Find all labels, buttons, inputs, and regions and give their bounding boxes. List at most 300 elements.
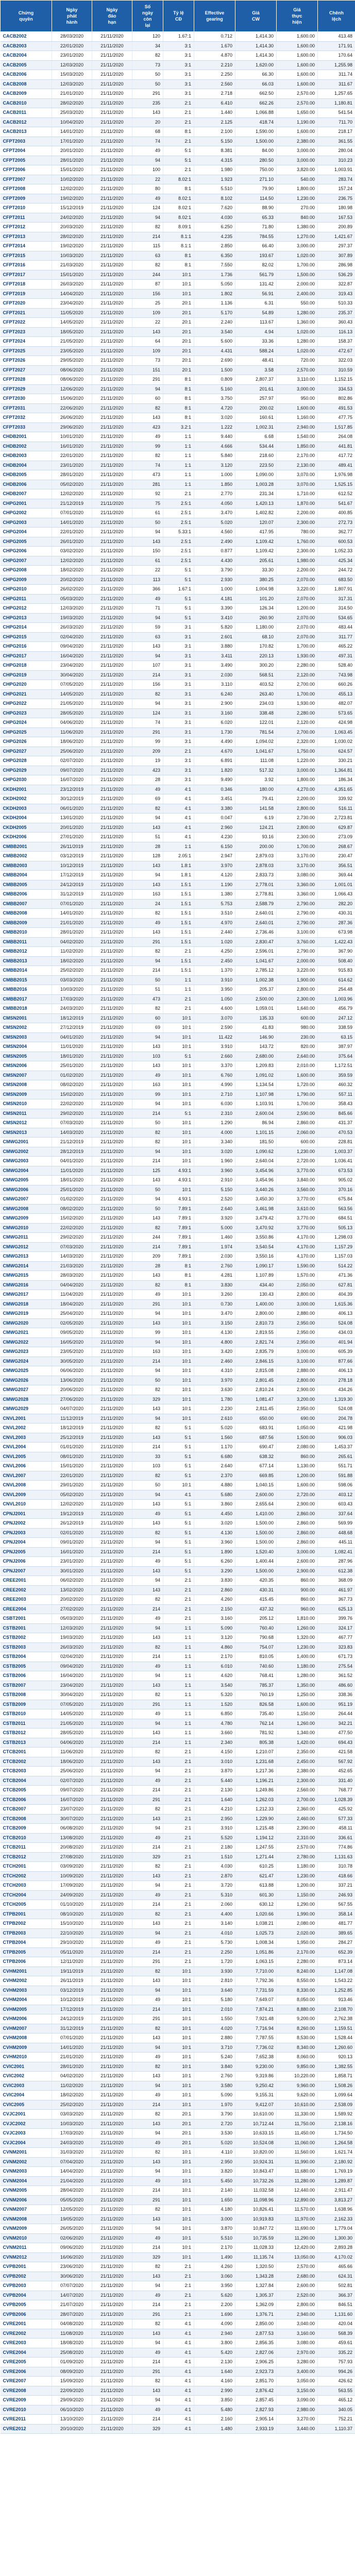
table-row	[1, 261, 355, 270]
cell-days-remaining: 94	[132, 1195, 163, 1205]
cell-code: CACB2004	[1, 51, 52, 61]
cell-days-remaining: 214	[132, 1109, 163, 1118]
cell-price: 1,343.28	[235, 2272, 277, 2281]
table-row	[1, 1290, 355, 1300]
cell-maturity-date: 21/11/2020	[92, 928, 132, 938]
cell-price: 205.61	[235, 556, 277, 566]
cell-issue-date: 14/05/2020	[52, 1709, 92, 1719]
cell-ratio: 10:1	[163, 1328, 194, 1338]
cell-issue-date: 12/03/2020	[52, 79, 92, 89]
cell-maturity-date: 21/11/2020	[92, 699, 132, 709]
cell-days-remaining: 124	[132, 708, 163, 718]
cell-strike: 3,770.00	[277, 1214, 318, 1224]
cell-ratio: 10:1	[163, 1395, 194, 1404]
cell-strike: 2,970.00	[277, 2348, 318, 2358]
cell-effective-gearing: 3.870	[194, 2224, 235, 2234]
cell-strike: 1,180.00	[277, 1662, 318, 1671]
cell-maturity-date: 21/11/2020	[92, 1166, 132, 1176]
table-row	[1, 2424, 355, 2434]
cell-price: 1,402.82	[235, 509, 277, 518]
cell-maturity-date: 21/11/2020	[92, 242, 132, 251]
cell-price: 6.31	[235, 299, 277, 309]
cell-strike: 9,850.00	[277, 2062, 318, 2072]
cell-price: 1,090.17	[235, 1261, 277, 1271]
cell-issue-date: 18/05/2020	[52, 327, 92, 337]
cell-ratio: 8:1	[163, 127, 194, 137]
cell-difference: 425.92	[318, 1805, 355, 1815]
cell-code: CHPG2021	[1, 689, 52, 699]
cell-strike: 1,150.00	[277, 1709, 318, 1719]
cell-difference: 2,893.28	[318, 2243, 355, 2253]
cell-effective-gearing: 4.720	[194, 403, 235, 413]
cell-code: CMWG2007	[1, 1195, 52, 1205]
cell-ratio: 3:1	[163, 60, 194, 70]
cell-days-remaining: 49	[132, 1071, 163, 1080]
cell-maturity-date: 21/11/2020	[92, 2386, 132, 2396]
cell-price: 124.21	[235, 823, 277, 833]
cell-code: CNVL2002	[1, 1423, 52, 1433]
cell-code: CFPT2019	[1, 289, 52, 299]
cell-difference: 660.26	[318, 680, 355, 690]
cell-strike: 4,170.00	[277, 1242, 318, 1252]
cell-price: 1,229.90	[235, 1814, 277, 1824]
table-row	[1, 1433, 355, 1443]
table-row	[1, 1528, 355, 1538]
cell-price: 143.72	[235, 1042, 277, 1052]
cell-code: CMWG2028	[1, 1395, 52, 1404]
cell-ratio: 5:1	[163, 1528, 194, 1538]
table-row	[1, 890, 355, 900]
cell-difference: 330.21	[318, 756, 355, 766]
cell-difference: 624.31	[318, 2272, 355, 2281]
cell-effective-gearing: 1.650	[194, 2195, 235, 2205]
table-row	[1, 604, 355, 614]
table-row	[1, 1309, 355, 1319]
cell-issue-date: 18/01/2020	[52, 1052, 92, 1061]
cell-issue-date: 21/03/2020	[52, 1261, 92, 1271]
cell-code: CHPG2009	[1, 575, 52, 585]
cell-maturity-date: 21/11/2020	[92, 2396, 132, 2405]
cell-difference: 236.75	[318, 194, 355, 204]
table-row	[1, 1337, 355, 1347]
cell-days-remaining: 73	[132, 356, 163, 366]
cell-days-remaining: 103	[132, 1052, 163, 1061]
cell-strike: 600.00	[277, 1138, 318, 1147]
table-row	[1, 766, 355, 775]
cell-effective-gearing: 3.660	[194, 1728, 235, 1738]
cell-difference: 1,638.96	[318, 2205, 355, 2215]
cell-effective-gearing: 2.100	[194, 127, 235, 137]
cell-strike: 1,700.00	[277, 689, 318, 699]
cell-price: 86.94	[235, 1118, 277, 1128]
cell-code: CHPG2024	[1, 718, 52, 728]
cell-maturity-date: 21/11/2020	[92, 509, 132, 518]
cell-ratio: 2:1	[163, 1795, 194, 1805]
cell-difference: 1,734.50	[318, 2129, 355, 2139]
table-row	[1, 2091, 355, 2100]
cell-maturity-date: 21/11/2020	[92, 794, 132, 804]
cell-effective-gearing: 2.710	[194, 1090, 235, 1099]
cell-code: CHPG2003	[1, 518, 52, 528]
cell-maturity-date: 21/11/2020	[92, 165, 132, 175]
cell-code: CNVL2004	[1, 1443, 52, 1452]
cell-effective-gearing: 3.970	[194, 1376, 235, 1385]
cell-issue-date: 17/12/2019	[52, 871, 92, 880]
cell-ratio: 1:1	[163, 470, 194, 480]
cell-difference: 573.65	[318, 708, 355, 718]
table-row	[1, 1404, 355, 1414]
cell-difference: 568.39	[318, 2329, 355, 2338]
cell-strike: 900.00	[277, 1585, 318, 1595]
table-row	[1, 1299, 355, 1309]
cell-maturity-date: 21/11/2020	[92, 2100, 132, 2110]
cell-difference: 551.71	[318, 1462, 355, 1471]
cell-ratio: 4:1	[163, 2396, 194, 2405]
table-row	[1, 2252, 355, 2262]
cell-maturity-date: 21/11/2020	[92, 1528, 132, 1538]
cell-difference: 673.98	[318, 928, 355, 938]
table-row	[1, 1280, 355, 1290]
cell-ratio: 1:1	[163, 1623, 194, 1633]
cell-maturity-date: 21/11/2020	[92, 1748, 132, 1757]
cell-issue-date: 03/12/2019	[52, 1986, 92, 1995]
cell-code: CFPT2025	[1, 346, 52, 356]
cell-strike: 8,240.00	[277, 1967, 318, 1976]
cell-code: CSTB2006	[1, 1671, 52, 1681]
cell-issue-date: 27/06/2020	[52, 1395, 92, 1404]
cell-price: 1,217.36	[235, 1767, 277, 1776]
cell-price: 114.50	[235, 194, 277, 204]
cell-maturity-date: 21/11/2020	[92, 2205, 132, 2215]
table-row	[1, 1071, 355, 1080]
cell-code: CNVL2003	[1, 1433, 52, 1443]
cell-maturity-date: 21/11/2020	[92, 117, 132, 127]
cell-effective-gearing: 6.020	[194, 718, 235, 728]
cell-strike: 2,060.00	[277, 1128, 318, 1138]
cell-difference: 430.31	[318, 909, 355, 919]
cell-strike: 2,520.00	[277, 2291, 318, 2300]
cell-effective-gearing: 2.720	[194, 2119, 235, 2129]
cell-issue-date: 11/05/2020	[52, 308, 92, 318]
cell-days-remaining: 82	[132, 1967, 163, 1976]
cell-difference: 1,152.15	[318, 375, 355, 385]
cell-days-remaining: 24	[132, 899, 163, 909]
table-row	[1, 1023, 355, 1033]
cell-strike: 8,330.00	[277, 1986, 318, 1995]
cell-days-remaining: 94	[132, 2224, 163, 2234]
cell-days-remaining: 82	[132, 1595, 163, 1605]
cell-issue-date: 19/03/2020	[52, 613, 92, 623]
cell-price: 2,736.46	[235, 928, 277, 938]
cell-difference: 254.48	[318, 985, 355, 995]
cell-issue-date: 16/01/2020	[52, 442, 92, 451]
cell-ratio: 2:1	[163, 1595, 194, 1605]
cell-difference: 625.13	[318, 1604, 355, 1614]
cell-issue-date: 12/06/2020	[52, 384, 92, 394]
cell-maturity-date: 21/11/2020	[92, 1957, 132, 1967]
cell-ratio: 5:1	[163, 1566, 194, 1576]
table-row	[1, 2186, 355, 2196]
cell-issue-date: 02/07/2020	[52, 1776, 92, 1786]
cell-effective-gearing: 1.960	[194, 1157, 235, 1166]
cell-maturity-date: 21/11/2020	[92, 814, 132, 823]
cell-issue-date: 12/02/2020	[52, 489, 92, 499]
cell-maturity-date: 21/11/2020	[92, 1871, 132, 1881]
cell-price: 1,109.42	[235, 547, 277, 556]
cell-maturity-date: 21/11/2020	[92, 1318, 132, 1328]
cell-maturity-date: 21/11/2020	[92, 1738, 132, 1748]
cell-code: CACB2008	[1, 79, 52, 89]
cell-days-remaining: 49	[132, 194, 163, 204]
cell-effective-gearing: 8.381	[194, 146, 235, 156]
cell-effective-gearing: 4.260	[194, 1595, 235, 1605]
cell-price: 2,640.01	[235, 909, 277, 919]
cell-days-remaining: 50	[132, 1118, 163, 1128]
cell-effective-gearing: 3.070	[194, 1013, 235, 1023]
table-row	[1, 1919, 355, 1929]
cell-strike: 270.00	[277, 204, 318, 213]
cell-days-remaining: 291	[132, 1957, 163, 1967]
cell-difference: 1,525.15	[318, 480, 355, 489]
cell-days-remaining: 143	[132, 928, 163, 938]
cell-issue-date: 09/07/2020	[52, 766, 92, 775]
cell-price: 1,101.15	[235, 1128, 277, 1138]
cell-code: CTCH2003	[1, 1881, 52, 1891]
cell-days-remaining: 143	[132, 537, 163, 547]
cell-strike: 1,360.00	[277, 318, 318, 328]
cell-price: 300.20	[235, 661, 277, 671]
cell-effective-gearing: 2.230	[194, 1404, 235, 1414]
cell-strike: 11,750.00	[277, 2119, 318, 2129]
cell-strike: 2,070.00	[277, 594, 318, 604]
cell-issue-date: 26/05/2020	[52, 2224, 92, 2234]
cell-days-remaining: 94	[132, 1881, 163, 1891]
cell-ratio: 10:1	[163, 1299, 194, 1309]
cell-issue-date: 23/04/2020	[52, 661, 92, 671]
cell-difference: 913.46	[318, 1995, 355, 2005]
cell-effective-gearing: 5.520	[194, 1833, 235, 1843]
cell-effective-gearing: 5.510	[194, 184, 235, 194]
cell-effective-gearing: 4.310	[194, 1366, 235, 1376]
cell-days-remaining: 214	[132, 1947, 163, 1957]
cell-code: CTCH2001	[1, 1862, 52, 1872]
cell-strike: 13,050.00	[277, 2252, 318, 2262]
cell-maturity-date: 21/11/2020	[92, 1557, 132, 1567]
cell-strike: 2,800.00	[277, 985, 318, 995]
cell-strike: 1,020.00	[277, 346, 318, 356]
cell-price: 762.14	[235, 1719, 277, 1728]
cell-strike: 820.00	[277, 1042, 318, 1052]
cell-strike: 1,800.00	[277, 184, 318, 194]
cell-ratio: 20:1	[163, 299, 194, 309]
cell-code: CACB2010	[1, 98, 52, 108]
cell-strike: 2,800.00	[277, 804, 318, 814]
cell-issue-date: 01/10/2020	[52, 1900, 92, 1910]
cell-issue-date: 15/03/2020	[52, 70, 92, 80]
cell-effective-gearing: 4.490	[194, 737, 235, 747]
cell-effective-gearing: 5.050	[194, 280, 235, 290]
cell-strike: 2,070.00	[277, 575, 318, 585]
cell-code: CVIC2002	[1, 2072, 52, 2081]
cell-days-remaining: 82	[132, 2319, 163, 2329]
cell-code: CMBB2004	[1, 871, 52, 880]
cell-difference: 284.27	[318, 1938, 355, 1948]
cell-code: CHPG2015	[1, 632, 52, 642]
cell-maturity-date: 21/11/2020	[92, 2005, 132, 2014]
cell-price: 181.50	[235, 1138, 277, 1147]
cell-code: CMWG2004	[1, 1166, 52, 1176]
cell-price: 610.25	[235, 1862, 277, 1872]
cell-difference: 471.36	[318, 1271, 355, 1281]
table-row	[1, 32, 355, 42]
cell-code: CMSN2001	[1, 1013, 52, 1023]
cell-effective-gearing: 3.110	[194, 680, 235, 690]
cell-days-remaining: 50	[132, 1481, 163, 1490]
cell-price: 10,924.31	[235, 2157, 277, 2167]
cell-ratio: 2:1	[163, 1947, 194, 1957]
cell-issue-date: 26/02/2020	[52, 585, 92, 595]
cell-days-remaining: 214	[132, 2415, 163, 2425]
cell-code: CMBB2017	[1, 994, 52, 1004]
table-row	[1, 708, 355, 718]
table-row	[1, 1576, 355, 1586]
cell-difference: 404.39	[318, 1290, 355, 1300]
cell-price: 3,440.26	[235, 1185, 277, 1195]
table-row	[1, 2100, 355, 2110]
cell-days-remaining: 281	[132, 480, 163, 489]
cell-price: 534.44	[235, 442, 277, 451]
cell-strike: 1,280.00	[277, 337, 318, 347]
cell-code: CMWG2002	[1, 1147, 52, 1157]
cell-difference: 247.12	[318, 1013, 355, 1023]
cell-difference: 275.54	[318, 1662, 355, 1671]
cell-effective-gearing: 3.290	[194, 1566, 235, 1576]
cell-strike: 1,250.00	[277, 1690, 318, 1700]
cell-days-remaining: 163	[132, 1080, 163, 1090]
cell-maturity-date: 21/11/2020	[92, 289, 132, 299]
cell-code: CTCB2009	[1, 1824, 52, 1834]
cell-code: CHPG2022	[1, 699, 52, 709]
cell-difference: 339.92	[318, 794, 355, 804]
cell-ratio: 2.05:1	[163, 852, 194, 861]
cell-strike: 3,220.00	[277, 966, 318, 976]
cell-code: CVHM2009	[1, 2043, 52, 2053]
cell-ratio: 10:1	[163, 2148, 194, 2158]
cell-price: 7,736.02	[235, 2043, 277, 2053]
cell-days-remaining: 49	[132, 2053, 163, 2062]
cell-maturity-date: 21/11/2020	[92, 280, 132, 290]
cell-days-remaining: 50	[132, 518, 163, 528]
cell-difference: 1,807.91	[318, 585, 355, 595]
cell-price: 1,063.15	[235, 1957, 277, 1967]
cell-days-remaining: 20	[132, 117, 163, 127]
cell-strike: 8,050.00	[277, 1995, 318, 2005]
cell-price: 223.50	[235, 461, 277, 470]
cell-code: CMWG2015	[1, 1271, 52, 1281]
cell-ratio: 1:1	[163, 480, 194, 489]
table-row	[1, 1795, 355, 1805]
cell-issue-date: 21/12/2019	[52, 499, 92, 509]
cell-days-remaining: 214	[132, 1157, 163, 1166]
cell-days-remaining: 143	[132, 1728, 163, 1738]
cell-issue-date: 05/11/2020	[52, 1947, 92, 1957]
cell-ratio: 2:1	[163, 947, 194, 957]
cell-issue-date: 23/05/2020	[52, 1347, 92, 1357]
cell-ratio: 4:1	[163, 2405, 194, 2415]
cell-days-remaining: 94	[132, 2081, 163, 2091]
table-row	[1, 842, 355, 852]
cell-issue-date: 16/05/2020	[52, 1337, 92, 1347]
cell-maturity-date: 21/11/2020	[92, 1986, 132, 1995]
cell-issue-date: 25/03/2020	[52, 108, 92, 118]
table-row	[1, 2329, 355, 2338]
cell-code: CMWG2026	[1, 1376, 52, 1385]
cell-maturity-date: 21/11/2020	[92, 337, 132, 347]
cell-price: 2,827.93	[235, 2405, 277, 2415]
cell-price: 750.00	[235, 165, 277, 175]
cell-effective-gearing: 2.940	[194, 2329, 235, 2338]
cell-days-remaining: 143	[132, 1433, 163, 1443]
cell-ratio: 10:1	[163, 1309, 194, 1319]
cell-days-remaining: 94	[132, 1623, 163, 1633]
cell-effective-gearing: 6.010	[194, 1662, 235, 1671]
cell-maturity-date: 21/11/2020	[92, 909, 132, 919]
cell-price: 1,414.30	[235, 51, 277, 61]
table-row	[1, 60, 355, 70]
cell-strike: 12,420.00	[277, 2243, 318, 2253]
cell-days-remaining: 59	[132, 623, 163, 633]
cell-issue-date: 01/01/2020	[52, 1443, 92, 1452]
cell-effective-gearing: 4.000	[194, 1128, 235, 1138]
cell-ratio: 3:1	[163, 699, 194, 709]
cell-difference: 158.37	[318, 337, 355, 347]
cell-days-remaining: 25	[132, 299, 163, 309]
cell-days-remaining: 82	[132, 2377, 163, 2386]
cell-strike: 2,800.00	[277, 823, 318, 833]
cell-code: CMWG2017	[1, 1290, 52, 1300]
table-row	[1, 413, 355, 423]
cell-ratio: 8:1	[163, 251, 194, 261]
cell-difference: 431.37	[318, 1118, 355, 1128]
cell-price: 9,230.00	[235, 2062, 277, 2072]
cell-issue-date: 22/02/2020	[52, 1099, 92, 1109]
header-price: Giá CW	[235, 1, 277, 32]
cell-strike: 1,930.00	[277, 651, 318, 661]
cell-maturity-date: 21/11/2020	[92, 261, 132, 270]
cell-strike: 2,310.00	[277, 1833, 318, 1843]
cell-days-remaining: 34	[132, 41, 163, 51]
cell-days-remaining: 291	[132, 937, 163, 947]
cell-strike: 2,560.00	[277, 1786, 318, 1795]
table-row	[1, 680, 355, 690]
cell-issue-date: 21/12/2019	[52, 1138, 92, 1147]
cell-maturity-date: 21/11/2020	[92, 213, 132, 223]
cell-ratio: 20:1	[163, 2110, 194, 2120]
cell-difference: 802.86	[318, 394, 355, 404]
cell-difference: 1,289.87	[318, 2176, 355, 2186]
cell-maturity-date: 21/11/2020	[92, 2062, 132, 2072]
cell-price: 82.02	[235, 261, 277, 270]
cell-price: 10,843.47	[235, 2167, 277, 2177]
table-row	[1, 2053, 355, 2062]
cell-effective-gearing: 1.730	[194, 727, 235, 737]
cell-difference: 1,421.67	[318, 232, 355, 242]
cell-effective-gearing: 4.800	[194, 1337, 235, 1347]
cell-ratio: 10:1	[163, 1366, 194, 1376]
cell-code: CFPT2012	[1, 223, 52, 232]
cell-difference: 283.74	[318, 175, 355, 184]
cell-code: CVRE2003	[1, 2338, 52, 2348]
